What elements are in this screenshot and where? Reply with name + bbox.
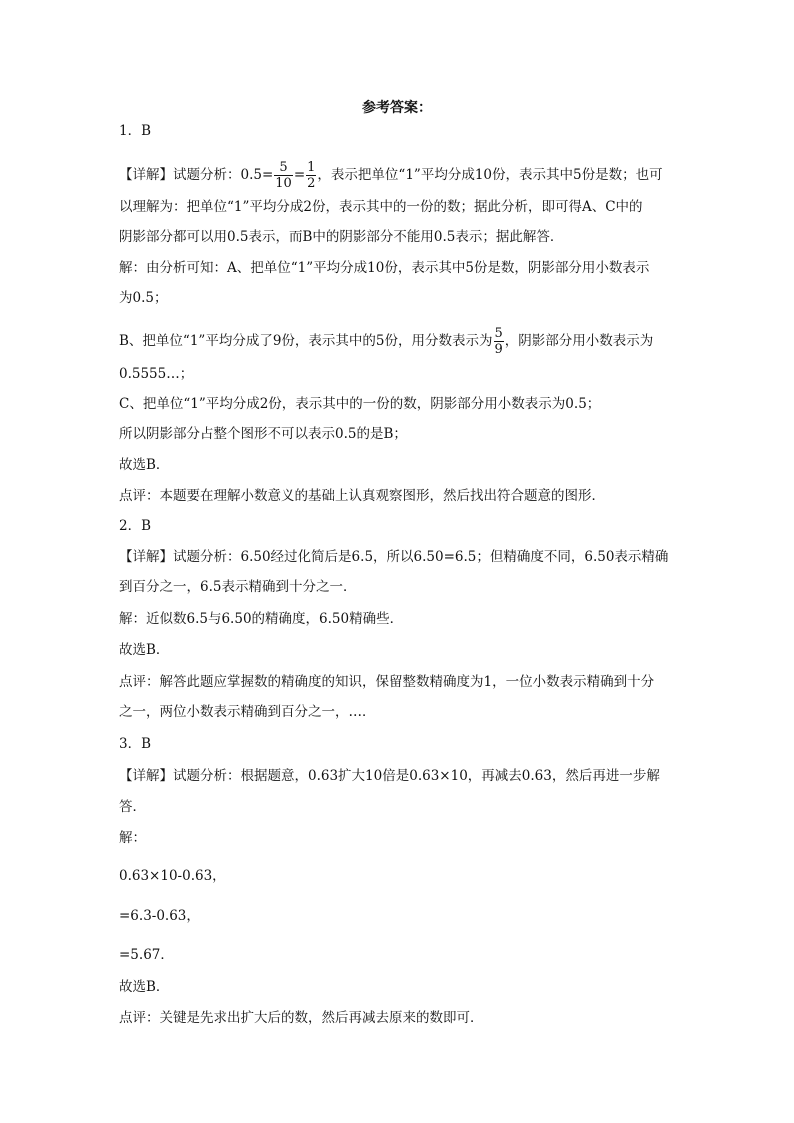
q2-number: 2．B bbox=[119, 518, 152, 534]
q3-choice: 故选B． bbox=[119, 979, 170, 995]
q1-fraction-1-denominator: 10 bbox=[275, 176, 292, 191]
q1-fraction-2-denominator: 2 bbox=[307, 176, 316, 191]
q3-calc-line-2: =6.3-0.63， bbox=[119, 908, 200, 924]
q1-comment: 点评：本题要在理解小数意义的基础上认真观察图形，然后找出符合题意的图形． bbox=[119, 488, 605, 504]
page-title: 参考答案： bbox=[362, 100, 432, 116]
q2-choice: 故选B． bbox=[119, 642, 170, 658]
q1-fraction-5-10 bbox=[274, 160, 293, 191]
q1-detail-line-3: 阴影部分都可以用0.5表示，而B中的阴影部分不能用0.5表示；据此解答． bbox=[119, 229, 564, 245]
q1-detail-text-pre: 【详解】试题分析：0.5= bbox=[119, 167, 274, 183]
q1-solution-line-4: 0.5555…； bbox=[119, 366, 194, 382]
q3-comment: 点评：关键是先求出扩大后的数，然后再减去原来的数即可． bbox=[119, 1010, 484, 1026]
q1-fraction-5-9 bbox=[494, 326, 504, 357]
q2-solution-line-1: 解：近似数6.5与6.50的精确度，6.50精确些． bbox=[119, 611, 404, 627]
q1-solution-line-6: 所以阴影部分占整个图形不可以表示0.5的是B； bbox=[119, 426, 407, 442]
q1-detail-text-post: ，表示把单位“1”平均分成10份，表示其中5份是数；也可 bbox=[317, 167, 663, 183]
q1-fraction-2-numerator: 1 bbox=[307, 160, 316, 175]
q1-fraction-1-numerator: 5 bbox=[274, 160, 293, 176]
q1-solution-line-3 bbox=[119, 326, 653, 357]
q1-fraction-1-2 bbox=[306, 160, 316, 191]
q3-detail-line-2: 答． bbox=[119, 799, 146, 815]
q3-number: 3．B bbox=[119, 736, 152, 752]
q3-detail-line-1: 【详解】试题分析：根据题意，0.63扩大10倍是0.63×10，再减去0.63，然后再进一步解 bbox=[119, 768, 660, 784]
q3-calc-line-1: 0.63×10-0.63， bbox=[119, 868, 226, 884]
q1-fraction-3-numerator: 5 bbox=[494, 326, 503, 341]
q1-fraction-3-denominator: 9 bbox=[494, 342, 503, 357]
q1-solution-line-5: C、把单位“1”平均分成2份，表示其中的一份的数，阴影部分用小数表示为0.5； bbox=[119, 396, 601, 412]
q1-number: 1．B bbox=[119, 123, 152, 139]
q1-b-text-pre: B、把单位“1”平均分成了9份，表示其中的5份，用分数表示为 bbox=[119, 333, 493, 349]
q3-calc-line-3: =5.67． bbox=[119, 947, 174, 963]
q3-solution-label: 解： bbox=[119, 830, 146, 846]
q1-choice: 故选B． bbox=[119, 457, 170, 473]
q1-solution-line-1: 解：由分析可知：A、把单位“1”平均分成10份，表示其中5份是数，阴影部分用小数表示 bbox=[119, 260, 650, 276]
q2-comment-line-1: 点评：解答此题应掌握数的精确度的知识，保留整数精确度为1，一位小数表示精确到十分 bbox=[119, 674, 655, 690]
q1-equals: = bbox=[293, 167, 306, 183]
q2-comment-line-2: 之一，两位小数表示精确到百分之一，…． bbox=[119, 704, 376, 720]
q1-solution-line-2: 为0.5； bbox=[119, 290, 168, 306]
q1-b-text-post: ，阴影部分用小数表示为 bbox=[504, 333, 654, 349]
q2-detail-line-2: 到百分之一，6.5表示精确到十分之一． bbox=[119, 579, 357, 595]
q1-detail-line-1 bbox=[119, 160, 663, 191]
q1-detail-line-2: 以理解为：把单位“1”平均分成2份，表示其中的一份的数；据此分析，即可得A、C中的 bbox=[119, 199, 643, 215]
q2-detail-line-1: 【详解】试题分析：6.50经过化简后是6.5，所以6.50=6.5；但精确度不同，6.50表示精确 bbox=[119, 549, 669, 565]
